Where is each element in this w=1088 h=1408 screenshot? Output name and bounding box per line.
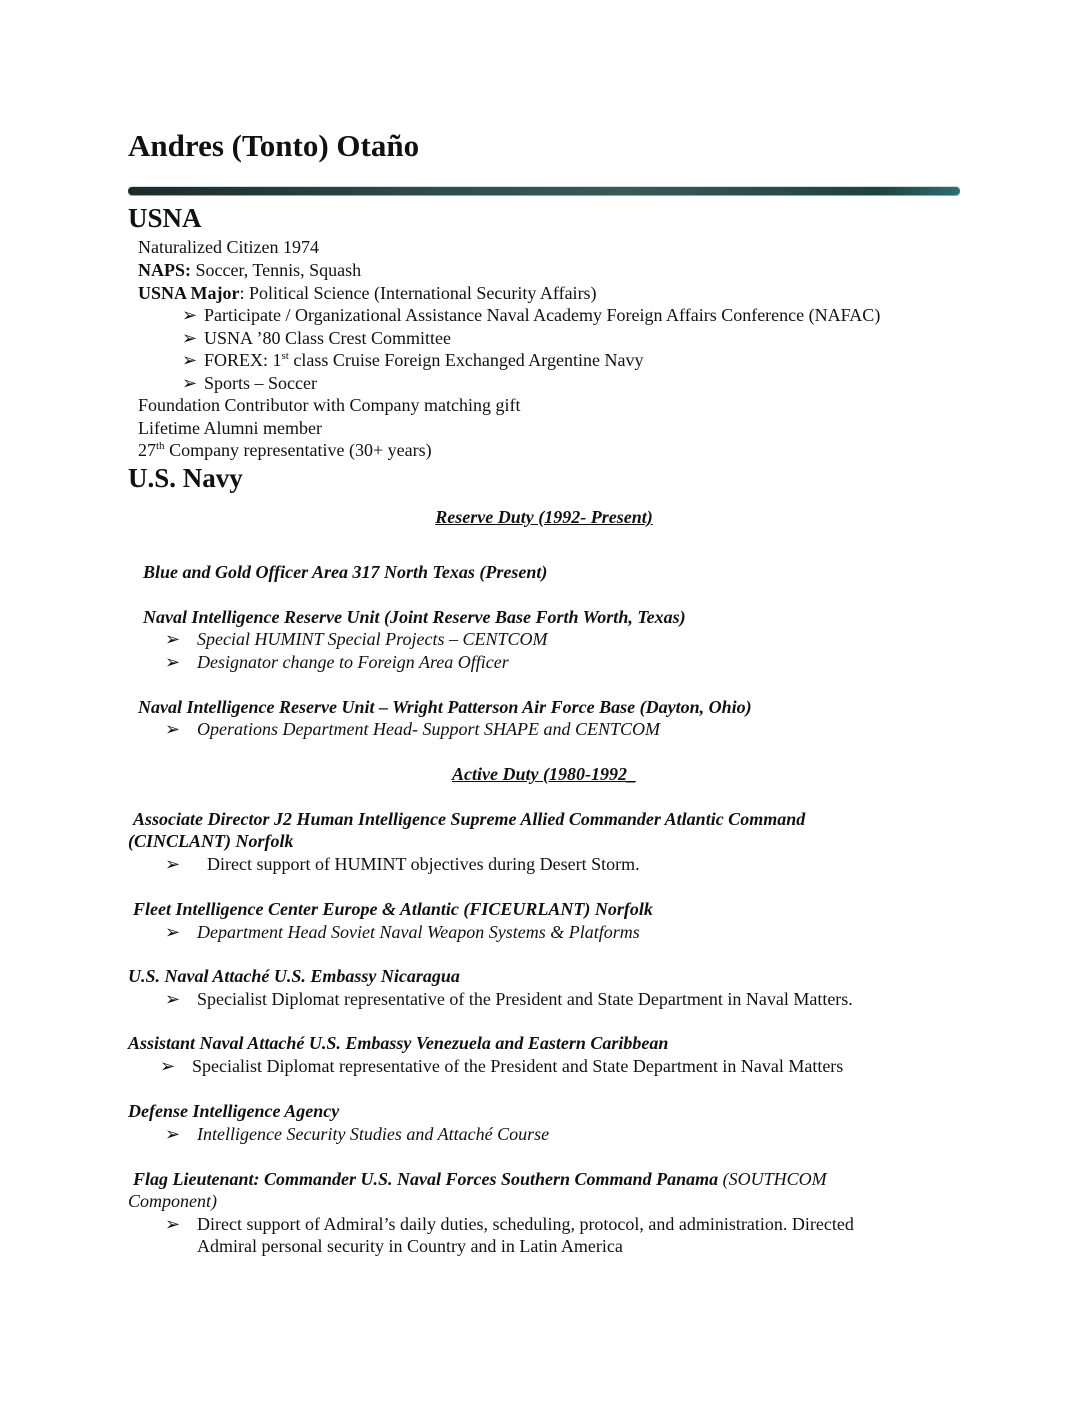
list-item: ➢ Direct support of HUMINT objectives during Desert Storm. — [165, 854, 640, 874]
list-item: ➢ Department Head Soviet Naval Weapon Systems & Platforms — [165, 922, 640, 942]
flag-lieutenant-entry: Flag Lieutenant: Commander U.S. Naval Forces Southern Command Panama (SOUTHCOM — [133, 1169, 827, 1189]
resume-name: Andres (Tonto) Otaño — [128, 128, 420, 163]
arrow-bullet-icon: ➢ — [182, 350, 198, 370]
foundation-line: Foundation Contributor with Company matching gift — [138, 395, 521, 415]
list-item: ➢ Direct support of Admiral’s daily duties, scheduling, protocol, and administration. Directed — [165, 1214, 854, 1234]
arrow-bullet-icon: ➢ — [160, 1056, 176, 1076]
list-item: ➢ Participate / Organizational Assistance Naval Academy Foreign Affairs Conference (NAFAC) — [182, 305, 881, 325]
arrow-bullet-icon: ➢ — [182, 305, 198, 325]
ficeurlant-entry: Fleet Intelligence Center Europe & Atlantic (FICEURLANT) Norfolk — [133, 899, 653, 919]
list-item: ➢ USNA ’80 Class Crest Committee — [182, 328, 451, 348]
list-item: ➢ FOREX: 1st class Cruise Foreign Exchanged Argentine Navy — [182, 350, 644, 370]
niru-jrb-entry: Naval Intelligence Reserve Unit (Joint Reserve Base Forth Worth, Texas) — [143, 607, 686, 627]
nicaragua-entry: U.S. Naval Attaché U.S. Embassy Nicaragua — [128, 966, 460, 986]
assoc-director-entry-cont: (CINCLANT) Norfolk — [128, 831, 294, 851]
arrow-bullet-icon: ➢ — [165, 1214, 181, 1234]
usna-heading: USNA — [128, 203, 202, 233]
niru-wp-entry: Naval Intelligence Reserve Unit – Wright Patterson Air Force Base (Dayton, Ohio) — [138, 697, 752, 717]
list-item: ➢ Specialist Diplomat representative of the President and State Department in Naval Matters. — [165, 989, 853, 1009]
list-item: ➢ Sports – Soccer — [182, 373, 317, 393]
arrow-bullet-icon: ➢ — [165, 854, 181, 874]
dia-entry: Defense Intelligence Agency — [128, 1101, 340, 1121]
naps-value: Soccer, Tennis, Squash — [191, 260, 362, 280]
arrow-bullet-icon: ➢ — [182, 373, 198, 393]
major-label: USNA Major — [138, 283, 240, 303]
company-line: 27th Company representative (30+ years) — [138, 440, 432, 460]
blue-gold-entry: Blue and Gold Officer Area 317 North Texas (Present) — [143, 562, 548, 582]
naps-label: NAPS: — [138, 260, 191, 280]
list-item-cont: Admiral personal security in Country and in Latin America — [197, 1236, 623, 1256]
list-item: ➢ Specialist Diplomat representative of the President and State Department in Naval Matters — [160, 1056, 844, 1076]
arrow-bullet-icon: ➢ — [165, 922, 181, 942]
list-item: ➢ Operations Department Head- Support SHAPE and CENTCOM — [165, 719, 660, 739]
arrow-bullet-icon: ➢ — [165, 989, 181, 1009]
naturalized-line: Naturalized Citizen 1974 — [138, 237, 319, 257]
lifetime-line: Lifetime Alumni member — [138, 418, 322, 438]
list-item: ➢ Special HUMINT Special Projects – CENTCOM — [165, 629, 548, 649]
major-value: : Political Science (International Security Affairs) — [239, 283, 597, 303]
arrow-bullet-icon: ➢ — [165, 629, 181, 649]
list-item: ➢ Designator change to Foreign Area Officer — [165, 652, 509, 672]
navy-heading: U.S. Navy — [128, 463, 243, 493]
assoc-director-entry: Associate Director J2 Human Intelligence Supreme Allied Commander Atlantic Command — [133, 809, 806, 829]
naps-line — [138, 260, 361, 281]
reserve-duty-heading: Reserve Duty (1992- Present) — [435, 507, 653, 527]
arrow-bullet-icon: ➢ — [165, 652, 181, 672]
arrow-bullet-icon: ➢ — [165, 1124, 181, 1144]
flag-lieutenant-entry-cont: Component) — [128, 1191, 217, 1211]
list-item: ➢ Intelligence Security Studies and Attaché Course — [165, 1124, 550, 1144]
arrow-bullet-icon: ➢ — [165, 719, 181, 739]
header-divider — [128, 187, 960, 195]
major-line — [138, 283, 597, 304]
arrow-bullet-icon: ➢ — [182, 328, 198, 348]
active-duty-heading: Active Duty (1980-1992_ — [452, 764, 636, 784]
venezuela-entry: Assistant Naval Attaché U.S. Embassy Venezuela and Eastern Caribbean — [128, 1033, 669, 1053]
